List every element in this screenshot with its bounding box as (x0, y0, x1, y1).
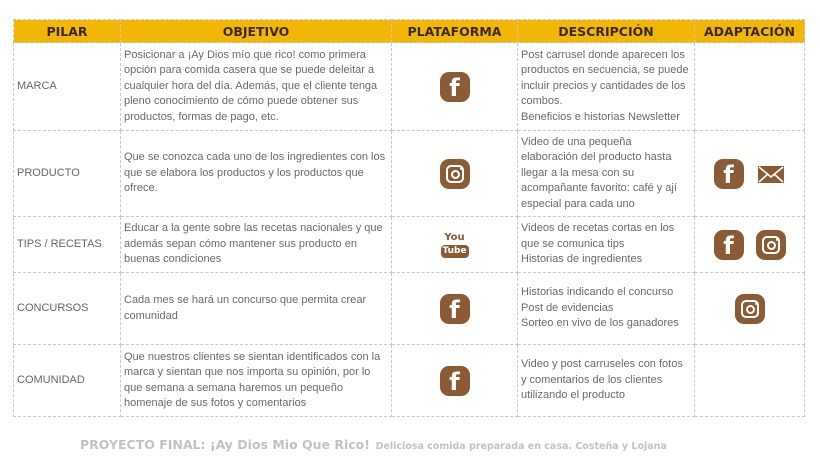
table-row (14, 131, 805, 217)
facebook-icon: f (714, 230, 744, 260)
cell-adaptacion (695, 131, 805, 217)
instagram-icon (440, 159, 470, 189)
table-row (14, 43, 805, 131)
cell-pilar: PRODUCTO (14, 131, 121, 217)
cell-pilar: CONCURSOS (14, 273, 121, 345)
cell-objetivo: Educar a la gente sobre las recetas nacionales y que además sepan cómo mantener sus producto en buenas condiciones (121, 217, 392, 273)
cell-plataforma (392, 273, 518, 345)
cell-plataforma (392, 345, 518, 417)
cell-objetivo: Posicionar a ¡Ay Dios mío que rico! como primera opción para comida casera que se puede deleitar a cualquier hora del día. Además, que el cliente tenga pleno conocimiento de cómo puede obtener sus productos, formas de pago, etc. (121, 43, 392, 131)
table-row (14, 217, 805, 273)
cell-adaptacion (695, 273, 805, 345)
cell-descripcion: Videos de recetas cortas en los que se comunica tips Historias de ingredientes (518, 217, 695, 273)
cell-descripcion: Video y post carruseles con fotos y comentarios de los clientes utilizando el producto (518, 345, 695, 417)
content-pillar-table (13, 19, 805, 417)
email-icon (756, 159, 786, 189)
instagram-icon (735, 294, 765, 324)
cell-pilar: MARCA (14, 43, 121, 131)
footer (80, 434, 780, 453)
cell-descripcion: Historias indicando el concurso Post de evidencias Sorteo en vivo de los ganadores (518, 273, 695, 345)
cell-pilar: TIPS / RECETAS (14, 217, 121, 273)
header-plataforma: PLATAFORMA (392, 20, 518, 43)
cell-adaptacion (695, 43, 805, 131)
facebook-icon: f (440, 366, 470, 396)
table-header-row (14, 20, 805, 43)
table-row (14, 273, 805, 345)
cell-adaptacion (695, 217, 805, 273)
header-pilar: PILAR (14, 20, 121, 43)
cell-plataforma (392, 43, 518, 131)
facebook-icon: f (440, 294, 470, 324)
header-descripcion: DESCRIPCIÓN (518, 20, 695, 43)
facebook-icon: f (440, 72, 470, 102)
table-row (14, 345, 805, 417)
header-objetivo: OBJETIVO (121, 20, 392, 43)
cell-plataforma (392, 217, 518, 273)
cell-descripcion: Video de una pequeña elaboración del producto hasta llegar a la mesa con su acompañante favorito: café y ají especial para cada uno (518, 131, 695, 217)
cell-objetivo: Que nuestros clientes se sientan identificados con la marca y sientan que nos importa su opinión, por lo que semana a semana haremos un pequeño homenaje de sus fotos y comentarios (121, 345, 392, 417)
cell-descripcion: Post carrusel donde aparecen los productos en secuencia, se puede incluir precios y cantidades de los combos. Beneficios e historias Newsletter (518, 43, 695, 131)
youtube-icon: You Tube (442, 231, 467, 256)
footer-title: PROYECTO FINAL: ¡Ay Dios Mio Que Rico! (80, 437, 370, 452)
cell-adaptacion (695, 345, 805, 417)
cell-plataforma (392, 131, 518, 217)
cell-objetivo: Cada mes se hará un concurso que permita crear comunidad (121, 273, 392, 345)
facebook-icon: f (714, 159, 744, 189)
instagram-icon (756, 230, 786, 260)
cell-objetivo: Que se conozca cada uno de los ingredientes con los que se elabora los productos y los productos que ofrece. (121, 131, 392, 217)
header-adaptacion: ADAPTACIÓN (695, 20, 805, 43)
cell-pilar: COMUNIDAD (14, 345, 121, 417)
footer-subtitle: Deliciosa comida preparada en casa. Costeña y Lojana (375, 441, 667, 452)
